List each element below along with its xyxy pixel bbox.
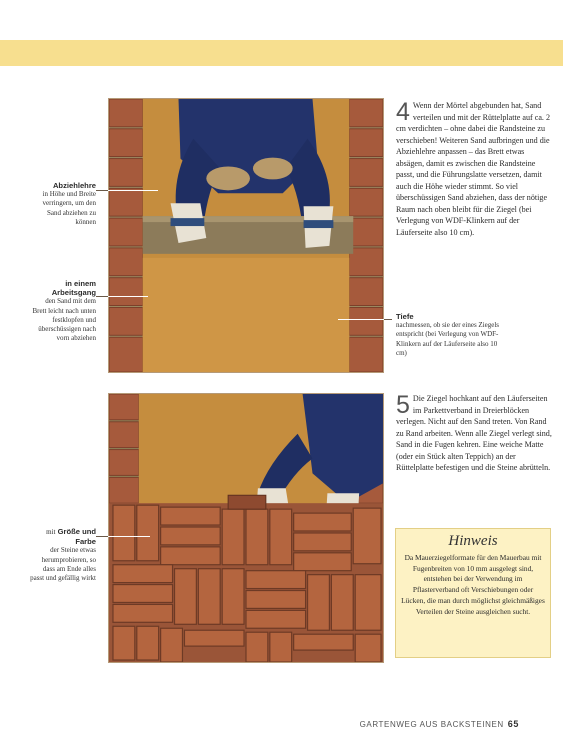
caption-tiefe-body: nachmessen, ob sie der eines Ziegels entspricht (bei Verlegung von WDF-Klinkern auf der Läuferseite also 10 cm) xyxy=(396,321,500,357)
leader-arbeitsgang xyxy=(108,296,148,297)
caption-groesse-prefix: mit xyxy=(46,528,56,536)
caption-abziehlehre-heading: Abziehlehre xyxy=(52,181,96,190)
caption-tiefe-heading: Tiefe xyxy=(396,312,414,321)
caption-groesse-body: der Steine etwas herumprobieren, so dass am Ende alles passt und gefällig wirkt xyxy=(30,546,96,583)
step-4-number: 4 xyxy=(396,98,410,126)
header-band xyxy=(0,40,563,66)
caption-abziehlehre-body: in Höhe und Breite verringern, um den Sand abziehen zu können xyxy=(42,190,96,226)
page-number: 65 xyxy=(507,719,519,729)
caption-arbeitsgang xyxy=(30,279,96,343)
caption-tiefe xyxy=(396,312,506,358)
step-4 xyxy=(396,100,554,238)
page-footer xyxy=(360,719,519,729)
photo-sand-leveling xyxy=(108,98,384,373)
caption-groesse-heading xyxy=(30,527,96,546)
caption-groesse-title: Größe und Farbe xyxy=(57,527,96,547)
hinweis-text: Da Mauerziegelformate für den Mauerbau mit Fugenbreiten von 10 mm ausgelegt sind, entstehen bei der Verwendung im Pflasterverband oft Verschiebungen oder Lücken, die man durch möglichst gleichmäßiges Verteilen der Steine ausgleichen sucht. xyxy=(401,553,545,616)
caption-groesse xyxy=(30,527,96,583)
hinweis-title: Hinweis xyxy=(448,533,498,549)
leader-groesse-outer xyxy=(96,536,108,537)
step-5 xyxy=(396,393,554,474)
photo-laying-bricks xyxy=(108,393,384,663)
hinweis-box xyxy=(395,528,551,658)
leader-tiefe-outer xyxy=(384,319,392,320)
caption-arbeitsgang-heading: in einem Arbeitsgang xyxy=(51,279,96,298)
step-5-text: Die Ziegel hochkant auf den Läuferseiten im Parkettverband in Dreierblöcken verlegen. Nicht auf den Sand treten. Von Rand zu Rand arbeiten. Wenn alle Ziegel verlegt sind, Sand in die Fugen kehren. Eine weiche Matte (oder ein Stück alten Teppich) an der Rüttelplatte befestigen und die Steine abrütteln. xyxy=(396,394,552,472)
caption-arbeitsgang-body: den Sand mit dem Brett leicht nach unten festklopfen und überschüssigen nach vorn abziehen xyxy=(32,297,96,343)
leader-groesse xyxy=(108,536,150,537)
leader-abziehlehre-outer xyxy=(96,190,108,191)
leader-tiefe xyxy=(338,319,384,320)
step-5-number: 5 xyxy=(396,391,410,419)
caption-abziehlehre xyxy=(30,181,96,227)
leader-abziehlehre xyxy=(100,190,158,191)
leader-arbeitsgang-outer xyxy=(96,296,108,297)
step-4-text: Wenn der Mörtel abgebunden hat, Sand verteilen und mit der Rüttelplatte auf ca. 2 cm verdichten – ohne dabei die Randsteine zu verschieben! Weiteren Sand aufbringen und die Abziehlehre anpassen – das Brett etwas absägen, damit es zwischen die Randsteine passt, und die Führungslatte versetzen, damit auch die Höhe wieder stimmt. So viel überschüssigen Sand abziehen, dass der nötige Raum nach oben bleibt für die Ziegel (bei Verlegung von WDF-Klinkern auf der Läuferseite also 10 cm). xyxy=(396,101,551,237)
footer-section: GARTENWEG AUS BACKSTEINEN xyxy=(359,720,504,729)
